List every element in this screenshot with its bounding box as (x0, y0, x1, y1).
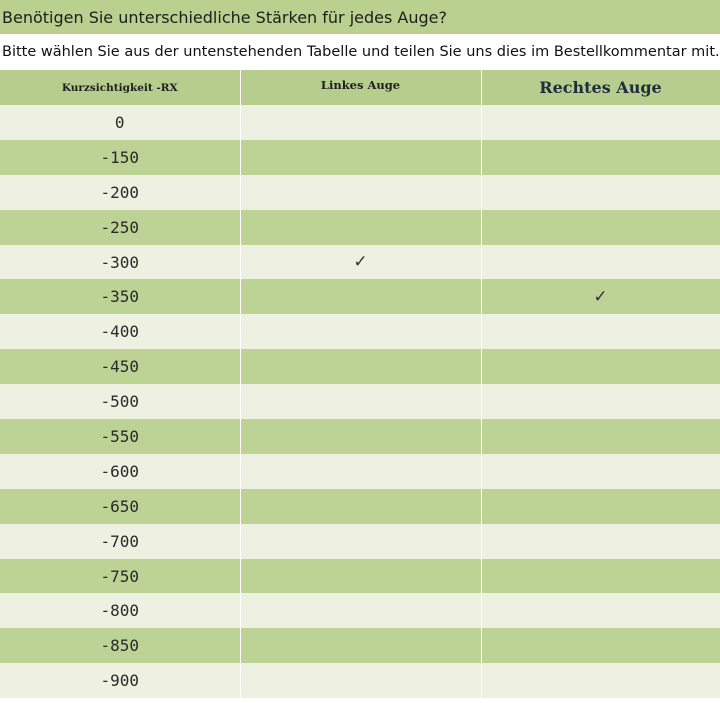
rx-value: -250 (0, 210, 240, 245)
column-header-left-eye: Linkes Auge (240, 70, 481, 105)
left-eye-cell[interactable] (240, 663, 481, 698)
left-eye-cell[interactable]: ✓ (240, 245, 481, 280)
right-eye-cell[interactable] (481, 454, 720, 489)
right-eye-cell[interactable] (481, 105, 720, 140)
header-title: Benötigen Sie unterschiedliche Stärken für jedes Auge? (2, 7, 447, 27)
table-row (0, 279, 720, 314)
right-eye-cell[interactable] (481, 314, 720, 349)
rx-value: -350 (0, 279, 240, 314)
left-eye-cell[interactable] (240, 559, 481, 594)
right-eye-cell[interactable] (481, 593, 720, 628)
right-eye-cell[interactable] (481, 349, 720, 384)
rx-value: -650 (0, 489, 240, 524)
prescription-table (0, 70, 720, 698)
header-bar (0, 0, 720, 34)
instruction-text: Bitte wählen Sie aus der untenstehenden Tabelle und teilen Sie uns dies im Bestellkommentar mit. (2, 44, 720, 60)
right-eye-cell[interactable] (481, 524, 720, 559)
table-row (0, 454, 720, 489)
table-row (0, 524, 720, 559)
rx-value: -200 (0, 175, 240, 210)
table-row (0, 349, 720, 384)
left-eye-cell[interactable] (240, 628, 481, 663)
left-eye-cell[interactable] (240, 140, 481, 175)
table-row (0, 105, 720, 140)
rx-value: 0 (0, 105, 240, 140)
left-eye-cell[interactable] (240, 279, 481, 314)
table-body (0, 105, 720, 698)
rx-value: -500 (0, 384, 240, 419)
rx-value: -450 (0, 349, 240, 384)
rx-value: -700 (0, 524, 240, 559)
rx-value: -800 (0, 593, 240, 628)
table-row (0, 140, 720, 175)
table-row (0, 314, 720, 349)
left-eye-cell[interactable] (240, 489, 481, 524)
table-row (0, 559, 720, 594)
right-eye-cell[interactable] (481, 559, 720, 594)
right-eye-cell[interactable] (481, 663, 720, 698)
left-eye-cell[interactable] (240, 210, 481, 245)
rx-value: -400 (0, 314, 240, 349)
left-eye-cell[interactable] (240, 454, 481, 489)
table-row (0, 245, 720, 280)
table-row (0, 593, 720, 628)
right-eye-cell[interactable] (481, 245, 720, 280)
right-eye-cell[interactable] (481, 419, 720, 454)
rx-value: -750 (0, 559, 240, 594)
instruction (0, 34, 720, 70)
left-eye-cell[interactable] (240, 349, 481, 384)
left-eye-cell[interactable] (240, 593, 481, 628)
rx-value: -850 (0, 628, 240, 663)
rx-value: -900 (0, 663, 240, 698)
left-eye-cell[interactable] (240, 419, 481, 454)
right-eye-cell[interactable] (481, 489, 720, 524)
left-eye-cell[interactable] (240, 175, 481, 210)
rx-value: -150 (0, 140, 240, 175)
table-row (0, 384, 720, 419)
left-eye-cell[interactable] (240, 105, 481, 140)
right-eye-cell[interactable] (481, 384, 720, 419)
rx-value: -300 (0, 245, 240, 280)
rx-value: -550 (0, 419, 240, 454)
right-eye-cell[interactable] (481, 628, 720, 663)
rx-value: -600 (0, 454, 240, 489)
table-row (0, 663, 720, 698)
table-row (0, 419, 720, 454)
column-header-right-eye: Rechtes Auge (481, 70, 720, 105)
table-header-row (0, 70, 720, 105)
right-eye-cell[interactable] (481, 140, 720, 175)
table-row (0, 210, 720, 245)
right-eye-cell[interactable] (481, 210, 720, 245)
table-row (0, 175, 720, 210)
left-eye-cell[interactable] (240, 384, 481, 419)
left-eye-cell[interactable] (240, 314, 481, 349)
table-row (0, 628, 720, 663)
column-header-rx: Kurzsichtigkeit -RX (0, 70, 240, 105)
right-eye-cell[interactable] (481, 175, 720, 210)
left-eye-cell[interactable] (240, 524, 481, 559)
right-eye-cell[interactable]: ✓ (481, 279, 720, 314)
table-row (0, 489, 720, 524)
